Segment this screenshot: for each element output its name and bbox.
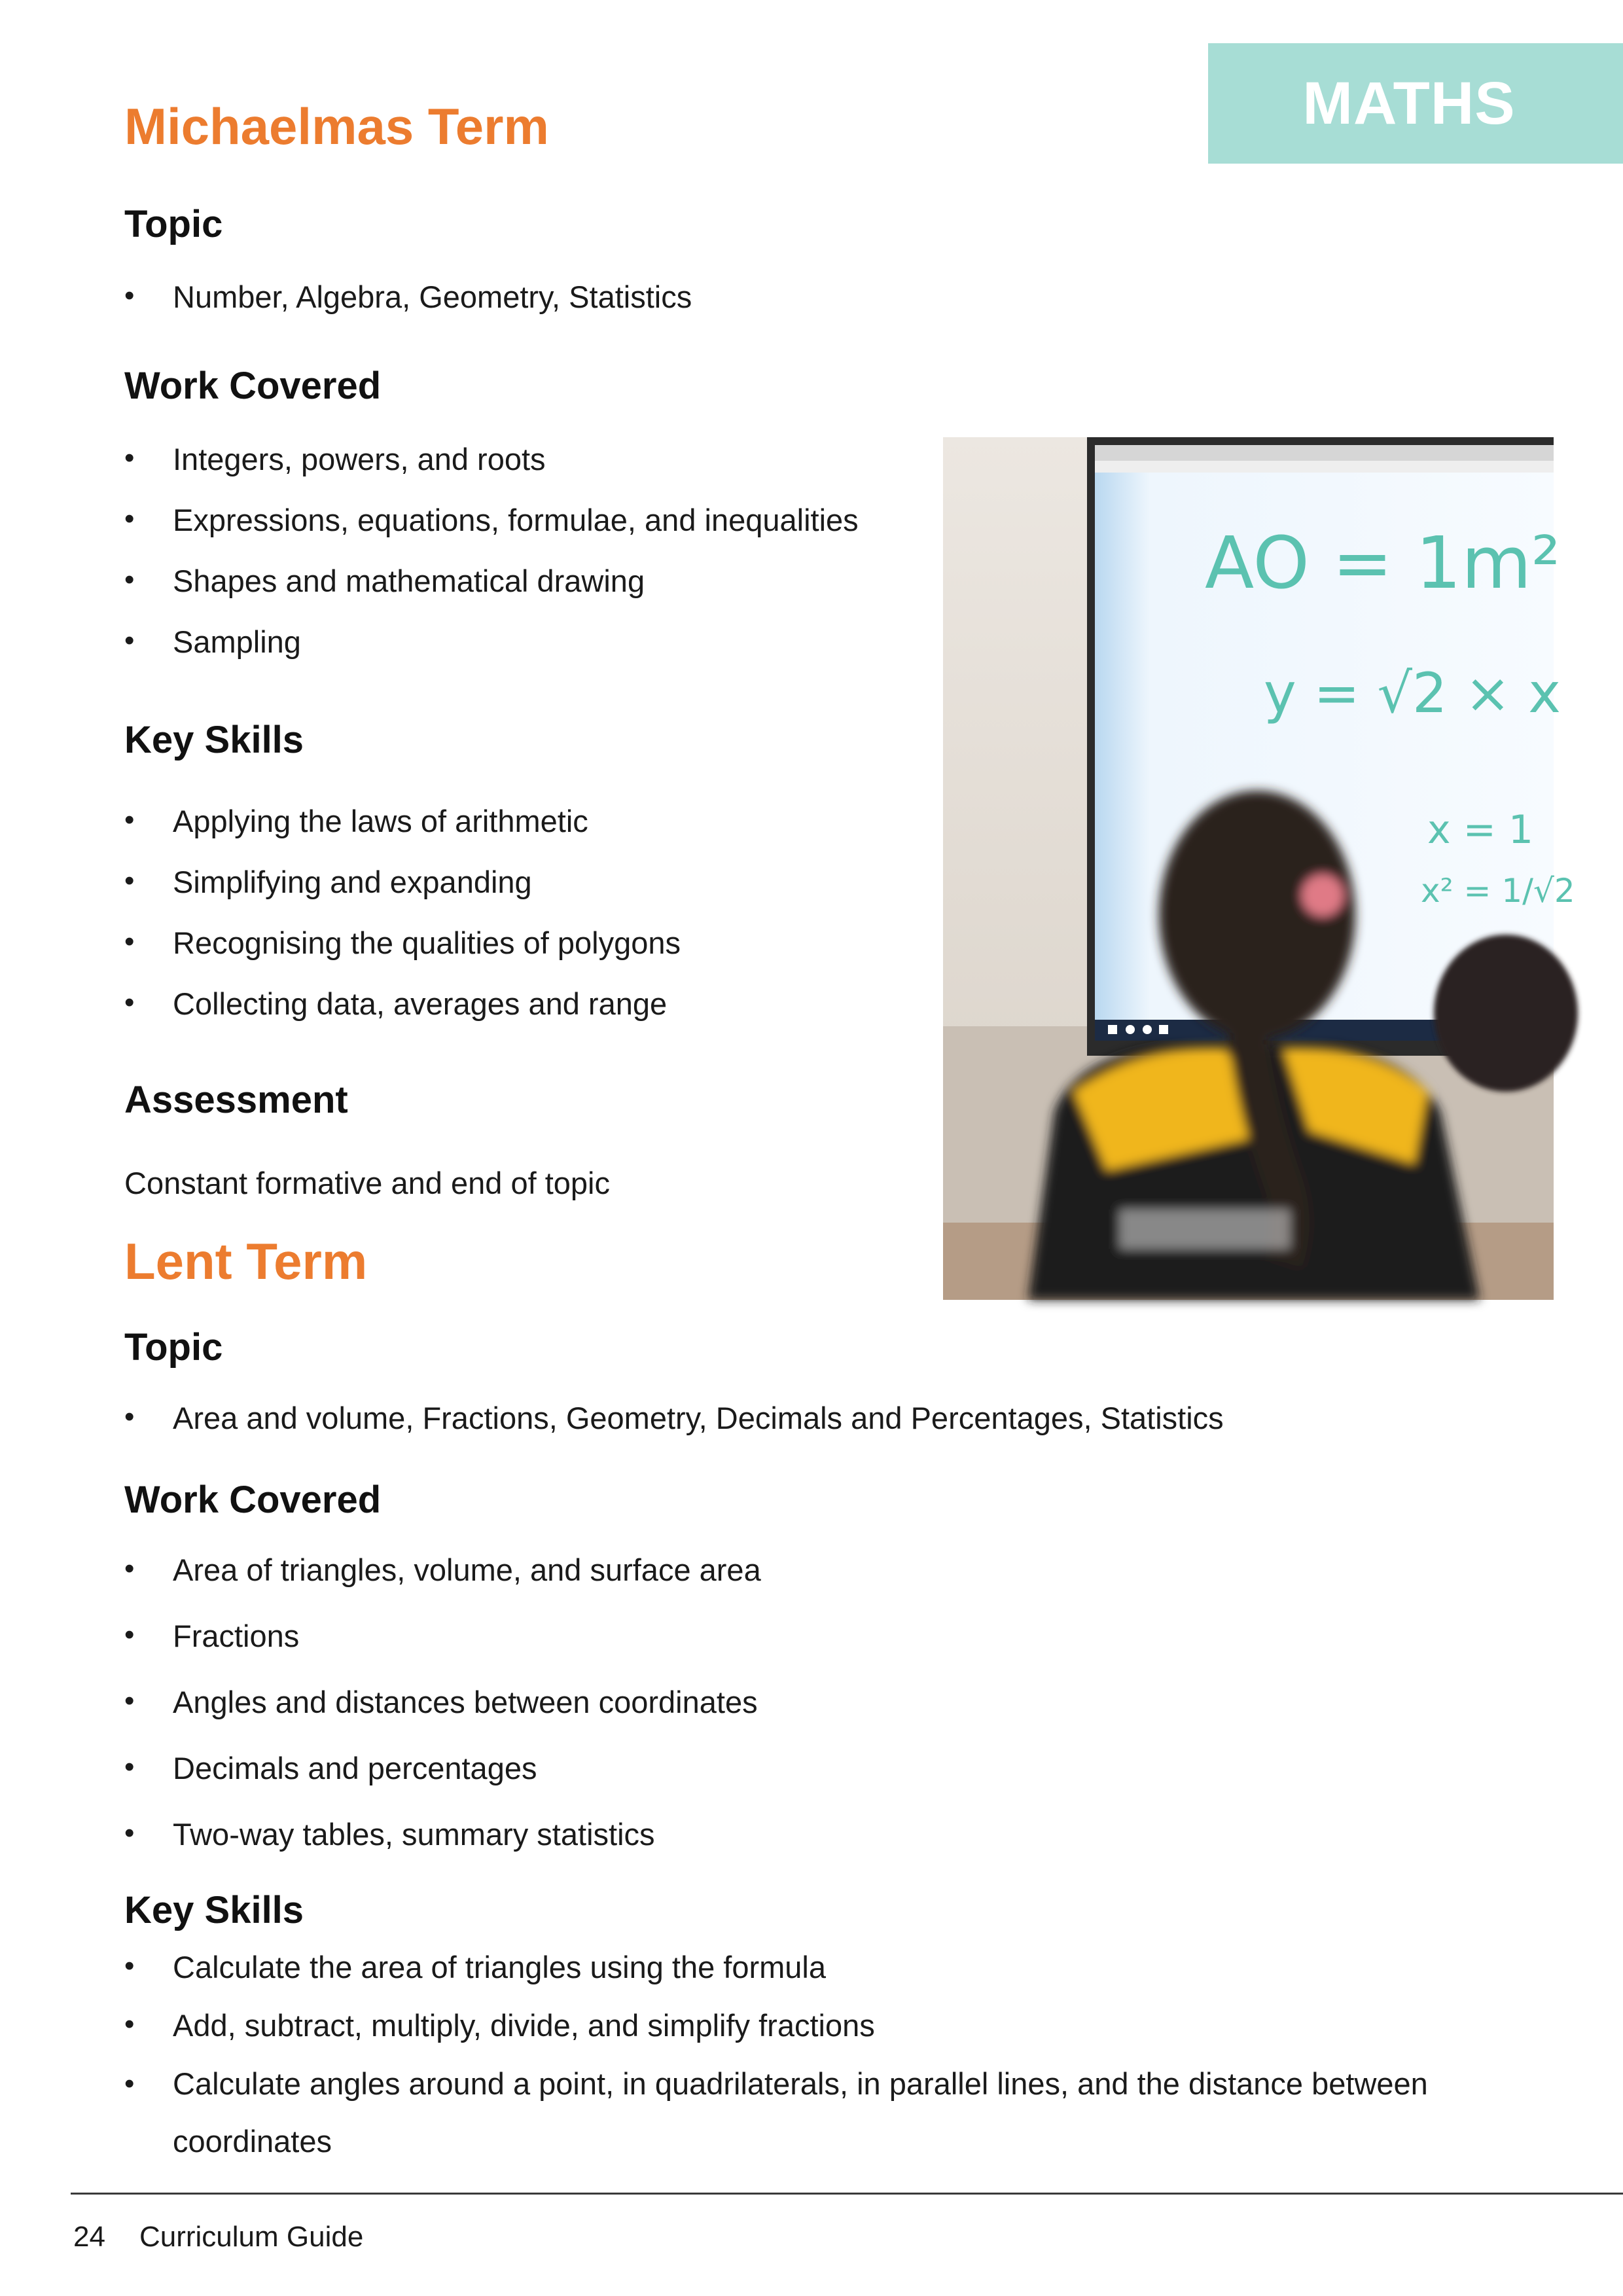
footer-label: Curriculum Guide: [139, 2221, 364, 2253]
whiteboard-line-1: AO = 1m²: [1205, 521, 1561, 605]
michaelmas-topic-list: [124, 281, 692, 312]
list-item: • Recognising the qualities of polygons: [124, 927, 681, 958]
michaelmas-term-title: Michaelmas Term: [124, 98, 549, 155]
footer: [73, 2223, 363, 2251]
michaelmas-assessment-heading: Assessment: [124, 1079, 348, 1121]
list-item: • Number, Algebra, Geometry, Statistics: [124, 281, 692, 312]
lent-work-heading: Work Covered: [124, 1479, 382, 1521]
list-item: • Area and volume, Fractions, Geometry, Decimals and Percentages, Statistics: [124, 1403, 1224, 1433]
lent-work-list: [124, 1554, 761, 1850]
michaelmas-skills-list: [124, 806, 681, 1019]
whiteboard-line-3: x = 1: [1427, 807, 1534, 853]
list-item: • Sampling: [124, 626, 859, 657]
list-item: • Applying the laws of arithmetic: [124, 806, 681, 836]
list-item: • Angles and distances between coordinates: [124, 1687, 761, 1717]
list-item: • Decimals and percentages: [124, 1753, 761, 1784]
list-item: • Simplifying and expanding: [124, 867, 681, 897]
subject-badge: MATHS: [1208, 43, 1623, 164]
lent-skills-heading: Key Skills: [124, 1889, 304, 1931]
list-item: • Integers, powers, and roots: [124, 444, 859, 475]
lent-topic-list: [124, 1403, 1224, 1433]
list-item: • Fractions: [124, 1621, 761, 1651]
list-item: • Calculate the area of triangles using the formula: [124, 1952, 1531, 1982]
classroom-photo: [943, 437, 1575, 1300]
michaelmas-skills-heading: Key Skills: [124, 719, 304, 761]
lent-skills-list: [124, 1952, 1531, 2170]
michaelmas-assessment-text: Constant formative and end of topic: [124, 1166, 610, 1200]
footer-divider: [71, 2193, 1623, 2195]
list-item: • Add, subtract, multiply, divide, and simplify fractions: [124, 2010, 1531, 2041]
list-item: • Calculate angles around a point, in quadrilaterals, in parallel lines, and the distance between coordinates: [124, 2055, 1531, 2170]
list-item: • Expressions, equations, formulae, and inequalities: [124, 505, 859, 535]
whiteboard-line-4: x² = 1/√2: [1421, 872, 1575, 910]
lent-topic-heading: Topic: [124, 1326, 223, 1369]
lent-term-title: Lent Term: [124, 1232, 368, 1290]
classroom-illustration: [943, 437, 1575, 1300]
whiteboard-line-2: y = √2 × x: [1264, 661, 1561, 725]
michaelmas-topic-heading: Topic: [124, 203, 223, 245]
list-item: • Two-way tables, summary statistics: [124, 1819, 761, 1850]
michaelmas-work-list: [124, 444, 859, 657]
list-item: • Shapes and mathematical drawing: [124, 565, 859, 596]
list-item: • Area of triangles, volume, and surface area: [124, 1554, 761, 1585]
michaelmas-work-heading: Work Covered: [124, 365, 382, 407]
page-number: 24: [73, 2221, 105, 2253]
list-item: • Collecting data, averages and range: [124, 988, 681, 1019]
